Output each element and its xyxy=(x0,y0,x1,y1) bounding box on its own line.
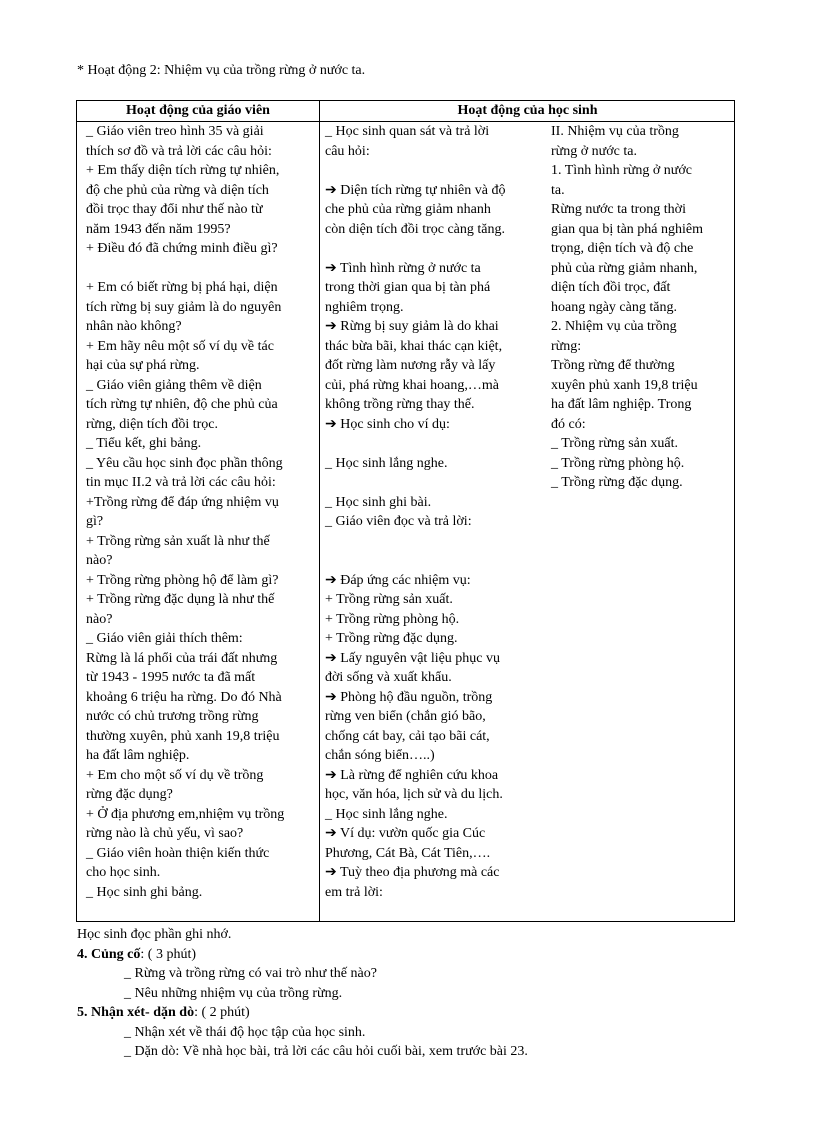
teacher-column-header: Hoạt động của giáo viên xyxy=(126,103,270,118)
section-4-title: 4. Củng cố xyxy=(77,946,141,962)
text-line: II. Nhiệm vụ của trồng xyxy=(551,124,679,139)
text-line xyxy=(86,259,314,279)
text-line: rừng: xyxy=(551,338,582,354)
student-column-header: Hoạt động của học sinh xyxy=(457,103,598,118)
activity-table xyxy=(76,100,735,922)
text-line: + Trồng rừng đặc dụng. xyxy=(325,631,458,646)
text-line: _ Học sinh quan sát và trả lời xyxy=(325,124,490,139)
text-line: _ Giáo viên đọc và trả lời: xyxy=(325,514,472,529)
text-line: + Em có biết rừng bị phá hại, diện xyxy=(86,280,278,295)
text-line: phủ của rừng giảm nhanh, xyxy=(551,260,698,276)
text-line: đốt rừng làm nương rẫy và lấy xyxy=(325,358,496,373)
section-4-item: _ Nêu những nhiệm vụ của trồng rừng. xyxy=(124,985,343,1001)
text-line: che phủ của rừng giảm nhanh xyxy=(325,202,491,217)
text-line: _ Yêu cầu học sinh đọc phần thông xyxy=(86,455,283,471)
text-line: Rừng là lá phổi của trái đất nhưng xyxy=(86,650,278,666)
text-line: rừng đặc dụng? xyxy=(86,787,173,802)
section-5-item: _ Nhận xét về thái độ học tập của học sinh. xyxy=(124,1024,366,1040)
text-line: tin mục II.2 và trả lời các câu hỏi: xyxy=(86,475,276,490)
text-line: thác bừa bãi, khai thác cạn kiệt, xyxy=(325,338,503,354)
text-line: còn diện tích đồi trọc càng tăng. xyxy=(325,221,505,237)
text-line xyxy=(325,161,545,181)
teacher-activities xyxy=(86,122,314,902)
text-line: ➔ Học sinh cho ví dụ: xyxy=(325,416,450,432)
text-line: rừng ở nước ta. xyxy=(551,143,637,159)
text-line: +Trồng rừng để đáp ứng nhiệm vụ xyxy=(86,494,279,510)
text-line: gian qua bị tàn phá nghiêm xyxy=(551,221,704,237)
text-line: thích sơ đồ và trả lời các câu hỏi: xyxy=(86,143,272,159)
text-line: _ Giáo viên hoàn thiện kiến thức xyxy=(86,845,270,861)
text-line: tích rừng bị suy giảm là do nguyên xyxy=(86,299,282,315)
text-line: ➔ Rừng bị suy giảm là do khai xyxy=(325,319,499,334)
text-line: _ Trồng rừng đặc dụng. xyxy=(551,475,683,490)
text-line: học, văn hóa, lịch sử và du lịch. xyxy=(325,787,503,802)
text-line: gì? xyxy=(86,514,104,529)
text-line: độ che phủ của rừng và diện tích xyxy=(86,182,269,198)
text-line: Rừng nước ta trong thời xyxy=(551,202,686,217)
text-line: nước có chủ trương trồng rừng xyxy=(86,709,259,724)
text-line: nào? xyxy=(86,553,113,568)
text-line: ➔ Diện tích rừng tự nhiên và độ xyxy=(325,182,506,198)
text-line xyxy=(325,551,545,571)
text-line: ➔ Phòng hộ đầu nguồn, trồng xyxy=(325,689,493,705)
text-line: Trồng rừng để thường xyxy=(551,358,675,373)
text-line: + Điều đó đã chứng minh điều gì? xyxy=(86,241,278,256)
memo-note: Học sinh đọc phần ghi nhớ. xyxy=(77,927,232,942)
text-line: _ Học sinh lắng nghe. xyxy=(325,455,448,471)
text-line: + Ở địa phương em,nhiệm vụ trồng xyxy=(86,806,285,822)
section-5-title: 5. Nhận xét- dặn dò xyxy=(77,1005,195,1020)
text-line: Phương, Cát Bà, Cát Tiên,…. xyxy=(325,845,491,861)
text-line: + Em hãy nêu một số ví dụ về tác xyxy=(86,338,274,354)
text-line: ta. xyxy=(551,182,565,198)
text-line: trọng, diện tích và độ che xyxy=(551,241,694,256)
text-line: ➔ Lấy nguyên vật liệu phục vụ xyxy=(325,650,501,666)
text-line: xuyên phủ xanh 19,8 triệu xyxy=(551,377,698,393)
table-header-row xyxy=(77,101,734,122)
text-line: hoang ngày càng tăng. xyxy=(551,299,677,315)
text-line: _ Học sinh lắng nghe. xyxy=(325,806,448,822)
text-line xyxy=(325,532,545,552)
text-line: + Em thấy diện tích rừng tự nhiên, xyxy=(86,163,280,178)
section-4-heading xyxy=(77,945,737,965)
text-line: 1. Tình hình rừng ở nước xyxy=(551,163,692,178)
text-line: không trồng rừng thay thế. xyxy=(325,397,475,412)
text-line: cho học sinh. xyxy=(86,865,161,880)
text-line xyxy=(325,434,545,454)
text-line: + Trồng rừng sản xuất là như thế xyxy=(86,533,270,549)
text-line xyxy=(325,473,545,493)
text-line xyxy=(325,239,545,259)
text-line: + Em cho một số ví dụ về trồng xyxy=(86,767,264,783)
text-line: _ Tiểu kết, ghi bảng. xyxy=(86,436,202,451)
text-line: ➔ Ví dụ: vườn quốc gia Cúc xyxy=(325,826,486,841)
text-line: nào? xyxy=(86,611,113,627)
text-line: chắn sóng biển…..) xyxy=(325,748,435,763)
text-line: + Trồng rừng đặc dụng là như thế xyxy=(86,592,275,607)
text-line: đồi trọc thay đổi như thế nào từ xyxy=(86,202,263,217)
text-line: + Trồng rừng phòng hộ để làm gì? xyxy=(86,572,279,588)
text-line: 2. Nhiệm vụ của trồng xyxy=(551,319,677,334)
text-line: ➔ Tình hình rừng ở nước ta xyxy=(325,260,481,276)
text-line: ➔ Là rừng để nghiên cứu khoa xyxy=(325,767,499,783)
text-line: + Trồng rừng sản xuất. xyxy=(325,592,453,607)
text-line: rừng nào là chủ yếu, vì sao? xyxy=(86,826,244,841)
text-line: hại của sự phá rừng. xyxy=(86,358,200,373)
section-5-time: : ( 2 phút) xyxy=(194,1005,250,1020)
text-line: rừng ven biển (chắn gió bão, xyxy=(325,709,486,724)
text-line: câu hỏi: xyxy=(325,143,370,159)
text-line: tích rừng tự nhiên, độ che phủ của xyxy=(86,397,278,412)
text-line: củi, phá rừng khai hoang,…mà xyxy=(325,377,499,393)
section-5-item: _ Dặn dò: Về nhà học bài, trả lời các câu hỏi cuối bài, xem trước bài 23. xyxy=(124,1044,528,1059)
text-line: từ 1943 - 1995 nước ta đã mất xyxy=(86,670,256,685)
lesson-conclusion xyxy=(77,925,737,1062)
section-4-time: : ( 3 phút) xyxy=(140,946,197,962)
text-line: thường xuyên, phủ xanh 19,8 triệu xyxy=(86,728,280,744)
text-line: diện tích đồi trọc, đất xyxy=(551,280,671,295)
text-line: chống cát bay, cải tạo bãi cát, xyxy=(325,728,490,744)
text-line: nghiêm trọng. xyxy=(325,299,404,315)
text-line: _ Giáo viên giảng thêm về diện xyxy=(86,377,262,393)
text-line: trong thời gian qua bị tàn phá xyxy=(325,280,491,295)
text-line: em trả lời: xyxy=(325,884,383,900)
text-line: nhân nào không? xyxy=(86,319,182,334)
lesson-notes xyxy=(551,122,729,493)
text-line: _ Giáo viên treo hình 35 và giải xyxy=(86,124,264,139)
text-line: ha đất lâm nghiệp. xyxy=(86,748,190,763)
text-line: _ Học sinh ghi bài. xyxy=(325,494,432,510)
section-4-item: _ Rừng và trồng rừng có vai trò như thế nào? xyxy=(124,966,377,981)
section-5-heading xyxy=(77,1003,737,1023)
text-line: ➔ Tuỳ theo địa phương mà các xyxy=(325,865,500,880)
text-line: _ Học sinh ghi bảng. xyxy=(86,884,203,900)
text-line: _ Trồng rừng phòng hộ. xyxy=(551,455,685,471)
text-line: khoảng 6 triệu ha rừng. Do đó Nhà xyxy=(86,689,282,705)
text-line: đời sống và xuất khẩu. xyxy=(325,670,452,685)
column-divider xyxy=(319,101,320,921)
text-line: _ Giáo viên giải thích thêm: xyxy=(86,631,243,646)
text-line: năm 1943 đến năm 1995? xyxy=(86,221,231,237)
text-line: _ Trồng rừng sản xuất. xyxy=(551,436,678,451)
text-line: đó có: xyxy=(551,416,586,432)
activity-heading: * Hoạt động 2: Nhiệm vụ của trồng rừng ở nước ta. xyxy=(77,63,366,78)
text-line: ➔ Đáp ứng các nhiệm vụ: xyxy=(325,572,471,588)
text-line: ha đất lâm nghiệp. Trong xyxy=(551,397,692,412)
text-line: rừng, diện tích đồi trọc. xyxy=(86,416,219,432)
student-activities xyxy=(325,122,545,902)
text-line: + Trồng rừng phòng hộ. xyxy=(325,611,460,627)
